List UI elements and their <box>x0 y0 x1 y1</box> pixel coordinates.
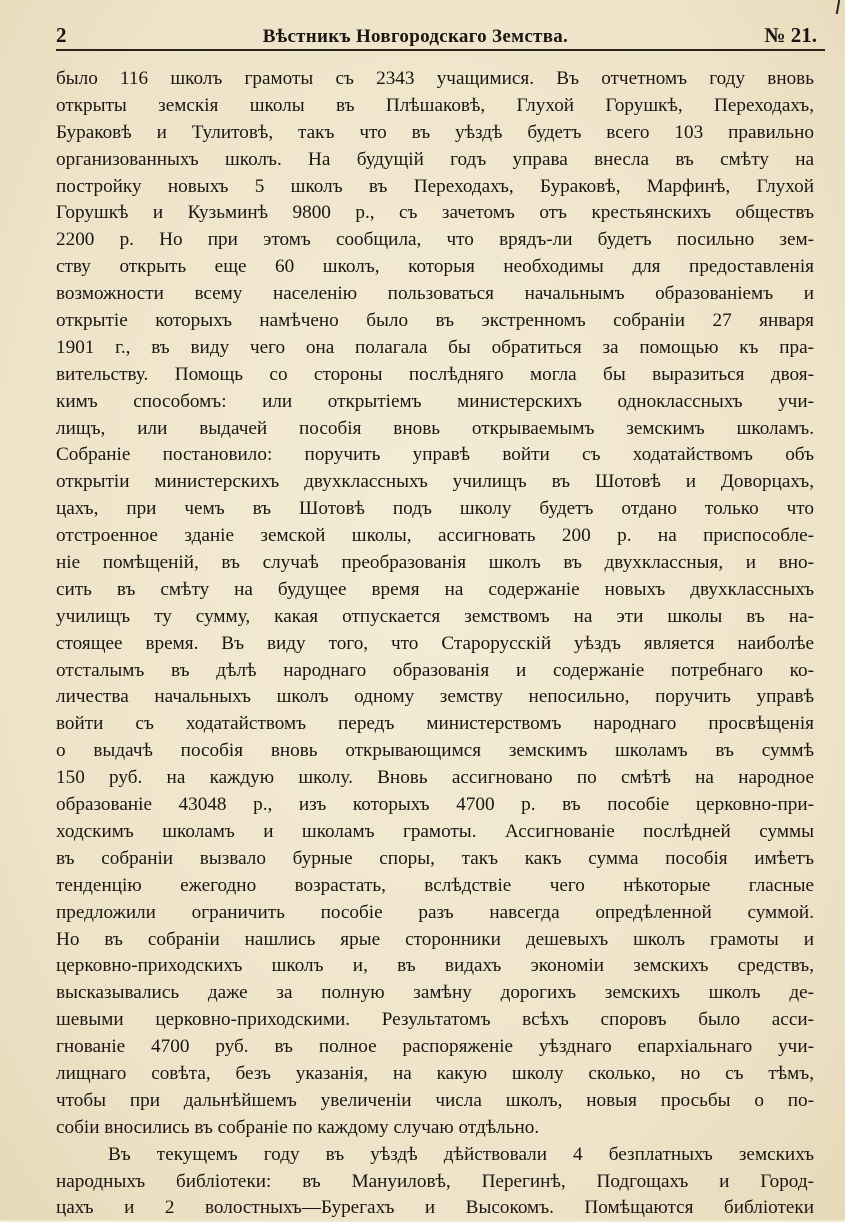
text-line: Собраніе постановило: поручить управѣ войти съ ходатайствомъ объ <box>56 444 814 466</box>
text-line: Горушкѣ и Кузьминѣ 9800 р., съ зачетомъ отъ крестьянскихъ обществъ <box>56 202 814 224</box>
paragraph <box>56 1142 814 1222</box>
text-line: Бураковѣ и Тулитовѣ, такъ что въ уѣздѣ будетъ всего 103 правильно <box>56 121 814 143</box>
body-text <box>56 66 814 1222</box>
text-line: собіи вносились въ собраніе по каждому случаю отдѣльно. <box>56 1116 540 1138</box>
text-line: предложили ограничить пособіе разъ навсегда опредѣленной суммой. <box>56 901 814 923</box>
text-line: кимъ способомъ: или открытіемъ министерскихъ одноклассныхъ учи- <box>56 390 814 412</box>
text-line: образованіе 43048 р., изъ которыхъ 4700 р. въ пособіе церковно-при- <box>56 794 814 816</box>
text-line: училищъ ту сумму, какая отпускается земствомъ на эти школы въ на- <box>56 605 814 627</box>
text-line: открытіе которыхъ намѣчено было въ экстренномъ собраніи 27 января <box>56 310 814 332</box>
paragraph <box>56 66 814 1142</box>
header-rule <box>56 49 825 51</box>
text-line: возможности всему населенію пользоваться начальнымъ образованіемъ и <box>56 283 814 305</box>
text-line: гнованіе 4700 руб. въ полное распоряженіе уѣзднаго епархіальнаго учи- <box>56 1036 814 1058</box>
journal-title: Вѣстникъ Новгородскаго Земства. <box>262 26 569 47</box>
text-line: ніе помѣщеній, въ случаѣ преобразованія школъ въ двухклассныя, и вно- <box>56 552 814 574</box>
text-line: организованныхъ школъ. На будущій годъ управа внесла въ смѣту на <box>56 148 814 170</box>
text-line: 2200 р. Но при этомъ сообщила, что врядъ-ли будетъ посильно зем- <box>56 229 814 251</box>
text-line: войти съ ходатайствомъ передъ министерствомъ народнаго просвѣщенія <box>56 713 814 735</box>
text-line: лищнаго совѣта, безъ указанія, на какую школу сколько, но съ тѣмъ, <box>56 1062 814 1084</box>
text-line: церковно-приходскихъ школъ и, въ видахъ экономіи земскихъ средствъ, <box>56 955 814 977</box>
text-line: 150 руб. на каждую школу. Вновь ассигновано по смѣтѣ на народное <box>56 767 814 789</box>
issue-number: № 21. <box>764 23 817 47</box>
text-line: Въ текущемъ году въ уѣздѣ дѣйствовали 4 безплатныхъ земскихъ <box>108 1143 814 1165</box>
running-header <box>56 18 817 48</box>
text-line: вительству. Помощь со стороны послѣдняго могла бы выразиться двоя- <box>56 363 814 385</box>
text-line: народныхъ библіотеки: въ Мануиловѣ, Перегинѣ, Подгощахъ и Город- <box>56 1170 814 1192</box>
text-line: ству открыть еще 60 школъ, которыя необходимы для предоставленія <box>56 256 814 278</box>
text-line: открыты земскія школы въ Плѣшаковѣ, Глухой Горушкѣ, Переходахъ, <box>56 94 814 116</box>
text-line: цахъ и 2 волостныхъ—Бурегахъ и Высокомъ. Помѣщаются библіотеки <box>56 1197 814 1219</box>
text-line: личества начальныхъ школъ одному земству непосильно, поручить управѣ <box>56 686 814 708</box>
text-line: 1901 г., въ виду чего она полагала бы обратиться за помощью къ пра- <box>56 336 814 358</box>
text-line: шевыми церковно-приходскими. Результатомъ всѣхъ споровъ было асси- <box>56 1009 814 1031</box>
text-line: стоящее время. Въ виду того, что Старорусскій уѣздъ является наиболѣе <box>56 632 814 654</box>
corner-mark <box>822 0 840 14</box>
text-line: было 116 школъ грамоты съ 2343 учащимися. Въ отчетномъ году вновь <box>56 68 814 89</box>
text-line: открытіи министерскихъ двухклассныхъ училищъ въ Шотовѣ и Доворцахъ, <box>56 471 814 493</box>
text-line: лищъ, или выдачей пособія вновь открываемымъ земскимъ школамъ. <box>56 417 814 439</box>
text-line: постройку новыхъ 5 школъ въ Переходахъ, Бураковѣ, Марфинѣ, Глухой <box>56 175 814 197</box>
text-line: Но въ собраніи нашлись ярые сторонники дешевыхъ школъ грамоты и <box>56 928 814 950</box>
text-line: въ собраніи вызвало бурные споры, такъ какъ сумма пособія имѣетъ <box>56 847 814 869</box>
text-line: о выдачѣ пособія вновь открывающимся земскимъ школамъ въ суммѣ <box>56 740 814 762</box>
text-line: цахъ, при чемъ въ Шотовѣ подъ школу будетъ отдано только что <box>56 498 814 520</box>
text-line: высказывались даже за полную замѣну дорогихъ земскихъ школъ де- <box>56 982 814 1004</box>
page-number: 2 <box>56 23 67 47</box>
text-line: отстроенное зданіе земской школы, ассигновать 200 р. на приспособле- <box>56 525 814 547</box>
text-line: чтобы при дальнѣйшемъ увеличеніи числа школъ, новыя просьбы о по- <box>56 1089 814 1111</box>
text-line: ходскимъ школамъ и школамъ грамоты. Ассигнованіе послѣдней суммы <box>56 820 814 842</box>
text-line: отсталымъ въ дѣлѣ народнаго образованія и содержаніе потребнаго ко- <box>56 659 814 681</box>
text-line: тенденцію ежегодно возрастать, вслѣдствіе чего нѣкоторые гласные <box>56 874 814 896</box>
text-line: сить въ смѣту на будущее время на содержаніе новыхъ двухклассныхъ <box>56 578 814 600</box>
